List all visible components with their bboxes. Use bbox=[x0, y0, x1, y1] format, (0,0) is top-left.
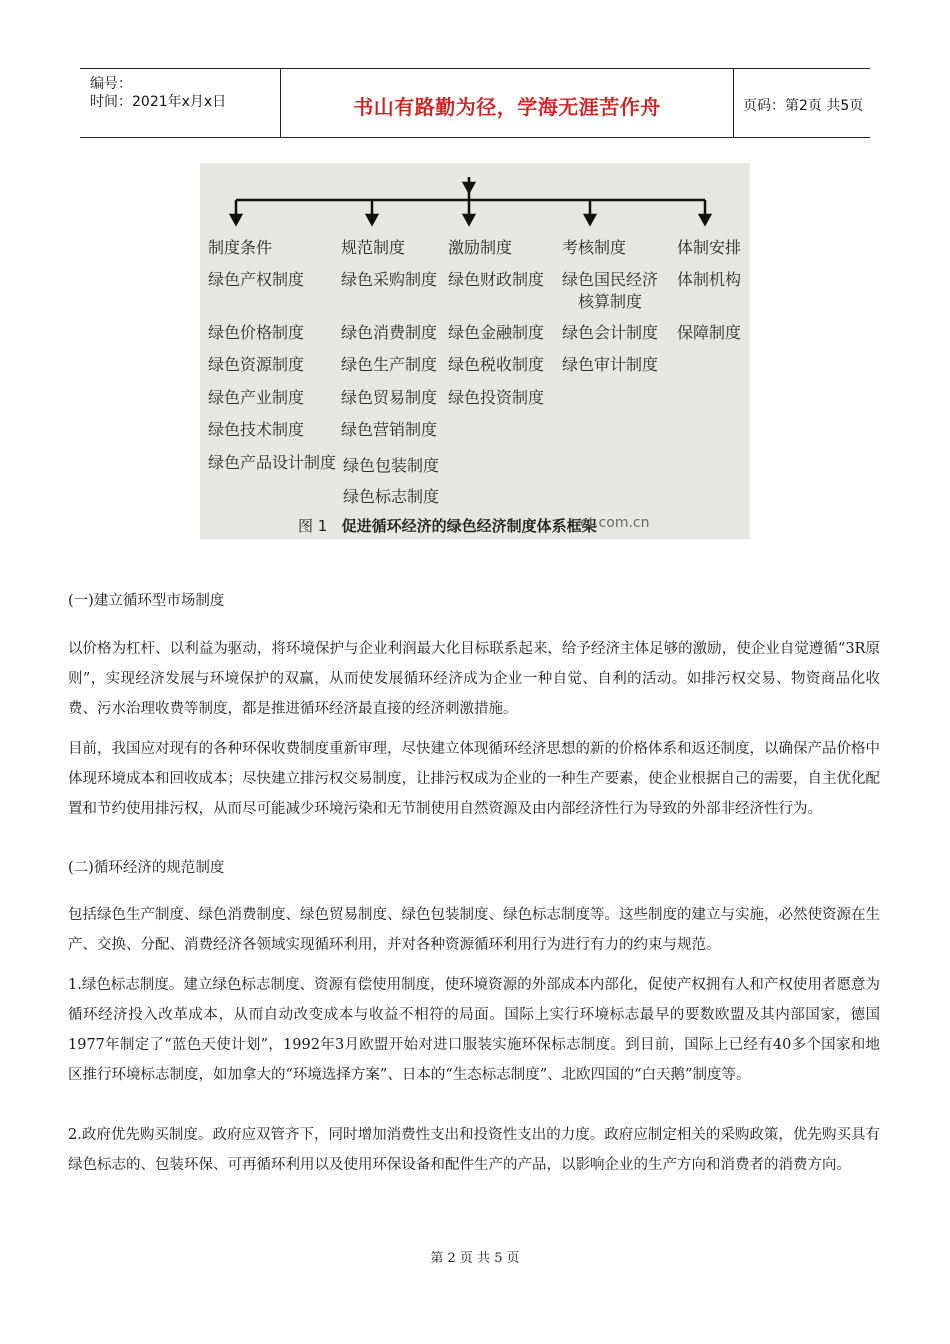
col2-item: 绿色采购制度 bbox=[341, 270, 438, 289]
top-arrowhead bbox=[464, 183, 474, 192]
col3-item: 绿色金融制度 bbox=[448, 323, 545, 342]
framework-figure bbox=[200, 163, 750, 539]
section-heading-1: (一)建立循环型市场制度 bbox=[68, 593, 225, 609]
caption-text: 促进循环经济的绿色经济制度体系框架 bbox=[341, 517, 597, 535]
number-label: 编号： bbox=[90, 76, 132, 92]
col-head-conditions: 制度条件 bbox=[208, 238, 273, 257]
col-head-institution: 体制安排 bbox=[677, 238, 742, 257]
arrowhead-2 bbox=[367, 215, 377, 224]
col-head-assessment: 考核制度 bbox=[562, 238, 627, 257]
arrowhead-5 bbox=[700, 215, 710, 224]
col-head-incentives: 激励制度 bbox=[448, 238, 513, 257]
col3-item: 绿色税收制度 bbox=[448, 355, 545, 374]
figure-caption bbox=[298, 515, 597, 536]
col3-item: 绿色财政制度 bbox=[448, 270, 545, 289]
arrowhead-4 bbox=[585, 215, 595, 224]
paragraph-4-text: 1.绿色标志制度。建立绿色标志制度、资源有偿使用制度，使环境资源的外部成本内部化，促使产权拥有人和产权使用者愿意为循环经济投入改革成本，从而自动改变成本与收益不相符的局面。国际上实行环境标志最早的要数欧盟及其内部国家，德国1977年制定了“蓝色天使计划”，1992年3月欧盟开始对进口服装实施环保标志制度。到目前，国际上已经有40多个国家和地区推行环境标志制度，如加拿大的“环境选择方案”、日本的“生态标志制度”、北欧四国的“白天鹅”制度等。 bbox=[68, 977, 880, 1083]
col4-item: 绿色国民经济 bbox=[562, 270, 659, 289]
motto: 书山有路勤为径，学海无涯苦作舟 bbox=[353, 95, 661, 119]
col5-item: 保障制度 bbox=[677, 323, 742, 342]
paragraph-1-text: 以价格为杠杆、以利益为驱动，将环境保护与企业利润最大化目标联系起来，给予经济主体足够的激励，使企业自觉遵循“3R原则”，实现经济发展与环境保护的双赢，从而使发展循环经济成为企业一种自觉、自利的活动。如排污权交易、物资商品化收费、污水治理收费等制度，都是推进循环经济最直接的经济刺激措施。 bbox=[68, 641, 880, 717]
watermark: et.com.cn bbox=[580, 515, 650, 531]
paragraph-2 bbox=[68, 734, 880, 824]
col2-item: 绿色包装制度 bbox=[343, 456, 440, 475]
col2-item: 绿色消费制度 bbox=[341, 323, 438, 342]
header-page-cell bbox=[733, 69, 870, 137]
col4-item: 绿色审计制度 bbox=[562, 355, 659, 374]
col1-item: 绿色产业制度 bbox=[208, 388, 305, 407]
date-label: 时间：2021年x月x日 bbox=[90, 94, 227, 110]
page-header bbox=[80, 68, 870, 138]
col4-item: 核算制度 bbox=[578, 292, 643, 311]
col2-item: 绿色生产制度 bbox=[341, 355, 438, 374]
col2-item: 绿色贸易制度 bbox=[341, 388, 438, 407]
arrowhead-3 bbox=[464, 215, 474, 224]
col1-item: 绿色技术制度 bbox=[208, 420, 305, 439]
col1-item: 绿色资源制度 bbox=[208, 355, 305, 374]
paragraph-4 bbox=[68, 970, 880, 1090]
figure-arrows bbox=[200, 163, 750, 539]
col-head-norms: 规范制度 bbox=[341, 238, 406, 257]
paragraph-2-text: 目前，我国应对现有的各种环保收费制度重新审理，尽快建立体现循环经济思想的新的价格体系和返还制度，以确保产品价格中体现环境成本和回收成本；尽快建立排污权交易制度，让排污权成为企业的一种生产要素，使企业根据自己的需要，自主优化配置和节约使用排污权，从而尽可能减少环境污染和无节制使用自然资源及由内部经济性行为导致的外部非经济性行为。 bbox=[68, 741, 880, 817]
paragraph-5 bbox=[68, 1120, 880, 1180]
col1-item: 绿色价格制度 bbox=[208, 323, 305, 342]
paragraph-3-text: 包括绿色生产制度、绿色消费制度、绿色贸易制度、绿色包装制度、绿色标志制度等。这些制度的建立与实施，必然使资源在生产、交换、分配、消费经济各领域实现循环利用，并对各种资源循环利用行为进行有力的约束与规范。 bbox=[68, 907, 880, 953]
header-motto-cell bbox=[280, 69, 734, 137]
col2-item: 绿色标志制度 bbox=[343, 487, 440, 506]
col4-item: 绿色会计制度 bbox=[562, 323, 659, 342]
paragraph-5-text: 2.政府优先购买制度。政府应双管齐下，同时增加消费性支出和投资性支出的力度。政府应制定相关的采购政策，优先购买具有绿色标志的、包装环保、可再循环利用以及使用环保设备和配件生产的产品，以影响企业的生产方向和消费者的消费方向。 bbox=[68, 1127, 880, 1173]
paragraph-3 bbox=[68, 900, 880, 960]
col1-item: 绿色产权制度 bbox=[208, 270, 305, 289]
col2-item: 绿色营销制度 bbox=[341, 420, 438, 439]
caption-number: 图 1 bbox=[298, 517, 328, 535]
section-heading-2: (二)循环经济的规范制度 bbox=[68, 860, 225, 876]
col3-item: 绿色投资制度 bbox=[448, 388, 545, 407]
col1-item: 绿色产品设计制度 bbox=[208, 453, 337, 472]
col5-item: 体制机构 bbox=[677, 270, 742, 289]
page-label: 页码：第2页 共5页 bbox=[743, 98, 864, 114]
header-meta-cell bbox=[80, 69, 280, 137]
paragraph-1 bbox=[68, 634, 880, 724]
page-footer: 第 2 页 共 5 页 bbox=[430, 1251, 520, 1266]
arrowhead-1 bbox=[231, 215, 241, 224]
